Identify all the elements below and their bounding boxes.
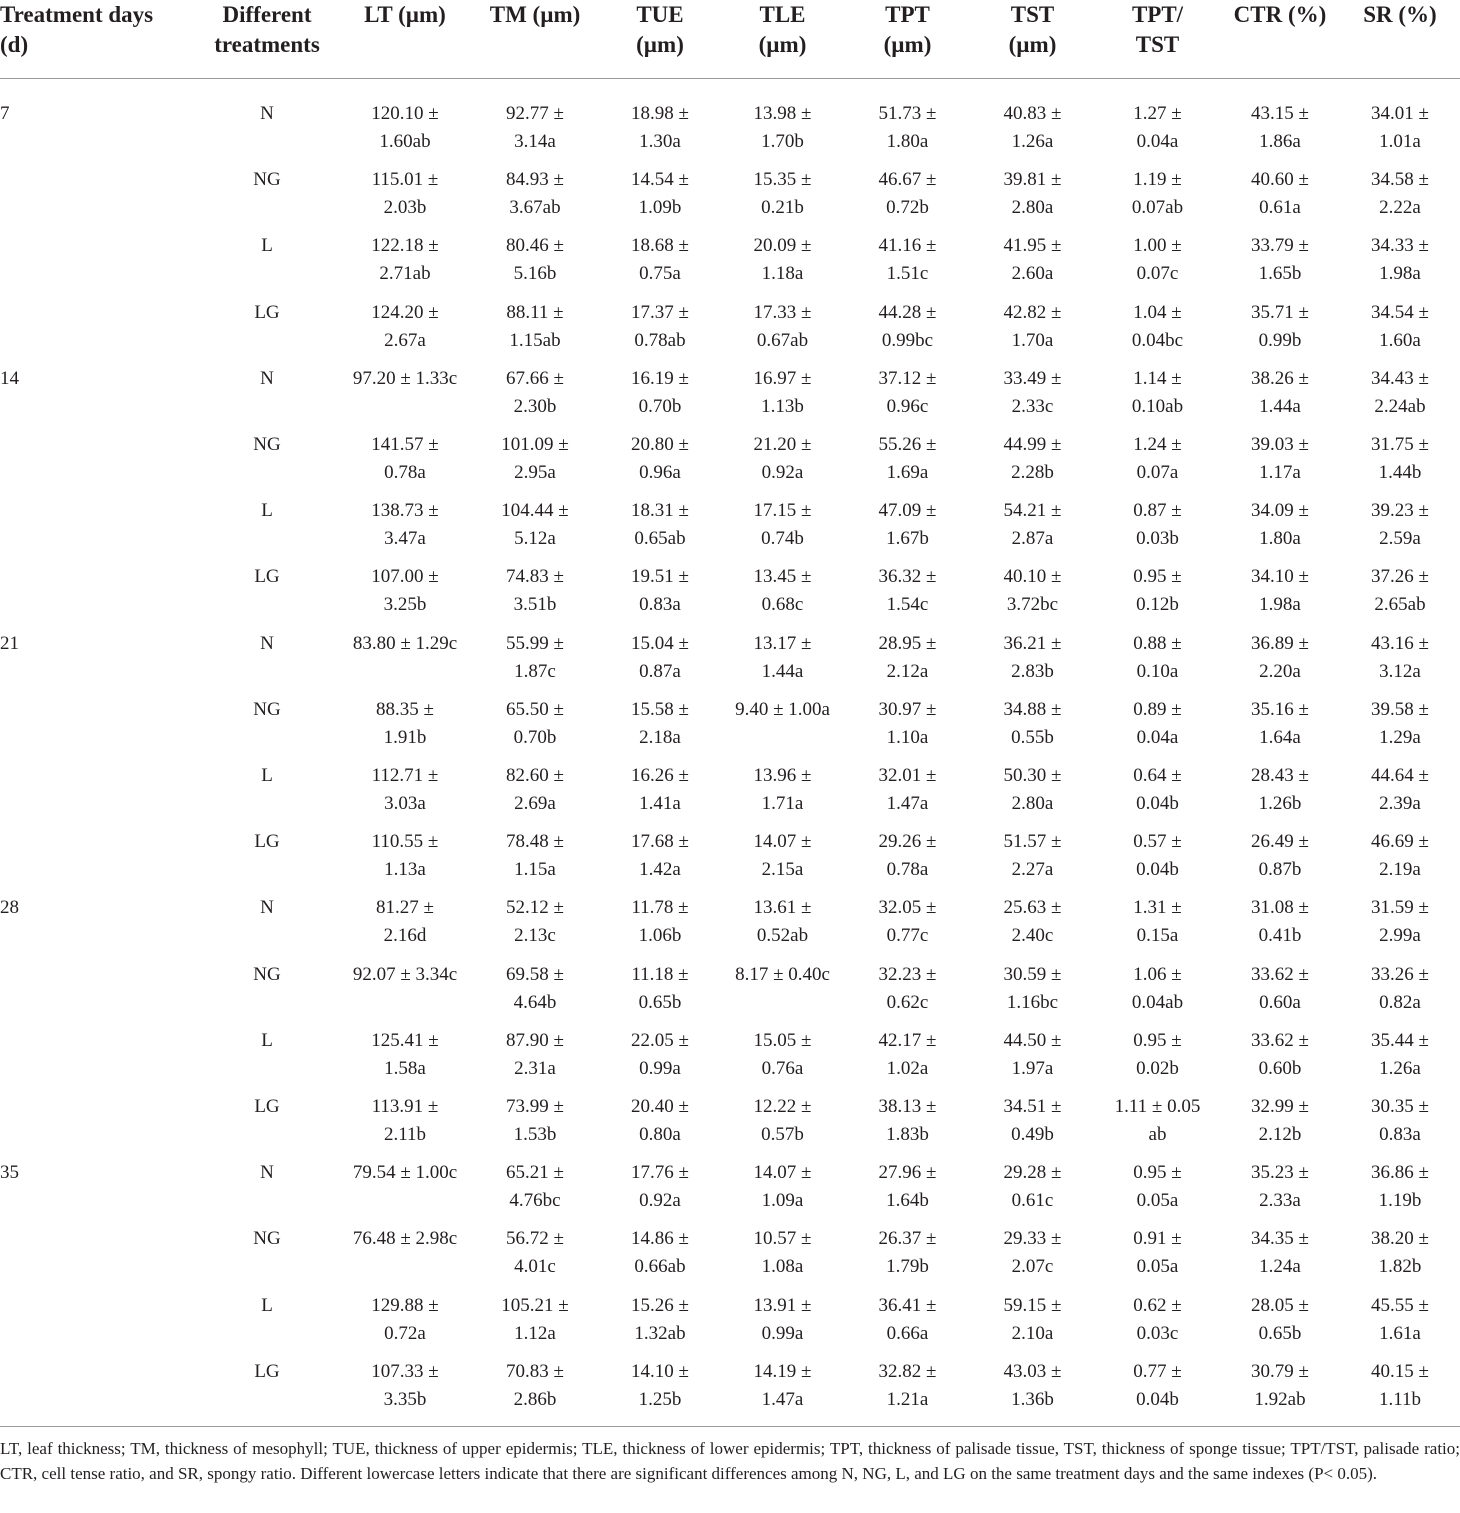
treatment-cell: NG [253, 169, 281, 191]
tst-value-cell: 30.59 ± 1.16bc [1003, 963, 1062, 1013]
table-row [0, 94, 1460, 160]
tm-value-cell: 56.72 ± 4.01c [506, 1228, 564, 1278]
tst-value-cell: 42.82 ± 1.70a [1003, 301, 1062, 351]
treatment-day-cell: 35 [0, 1162, 19, 1184]
sr-value-cell: 34.01 ± 1.01a [1371, 103, 1429, 152]
tst-value-cell: 50.30 ± 2.80a [1003, 765, 1062, 814]
sr-value-cell: 39.23 ± 2.59a [1371, 500, 1429, 550]
tpt-value-cell: 37.12 ± 0.96c [878, 367, 937, 417]
tpt-value-cell: 36.41 ± 0.66a [878, 1294, 937, 1344]
tst-value-cell: 43.03 ± 1.36b [1003, 1360, 1062, 1410]
header-sr: SR (%) [1363, 2, 1437, 27]
tle-value-cell: 13.45 ± 0.68c [753, 566, 812, 616]
tue-value-cell: 18.98 ± 1.30a [631, 103, 689, 152]
table-row [0, 888, 1460, 954]
ctr-value-cell: 26.49 ± 0.87b [1251, 831, 1309, 881]
tpt-value-cell: 36.32 ± 1.54c [878, 566, 937, 616]
treatment-cell: N [260, 1162, 274, 1184]
table-row [0, 624, 1460, 690]
tst-value-cell: 29.28 ± 0.61c [1003, 1162, 1062, 1212]
tpt-tst-value-cell: 0.95 ± 0.02b [1133, 1029, 1182, 1079]
treatment-cell: LG [254, 1360, 280, 1382]
lt-value-cell: 83.80 ± 1.29c [352, 632, 458, 654]
lt-value-cell: 122.18 ± 2.71ab [371, 235, 439, 285]
tpt-value-cell: 44.28 ± 0.99bc [878, 301, 937, 351]
tpt-tst-value-cell: 0.91 ± 0.05a [1133, 1228, 1182, 1278]
tm-value-cell: 74.83 ± 3.51b [506, 566, 564, 616]
tue-value-cell: 16.26 ± 1.41a [631, 765, 689, 814]
tue-value-cell: 15.58 ± 2.18a [631, 698, 689, 748]
treatment-cell: LG [254, 831, 280, 853]
sr-value-cell: 34.58 ± 2.22a [1371, 169, 1429, 219]
tue-value-cell: 20.40 ± 0.80a [631, 1096, 689, 1145]
tpt-tst-value-cell: 1.19 ± 0.07ab [1131, 169, 1184, 219]
sr-value-cell: 35.44 ± 1.26a [1371, 1029, 1429, 1079]
treatment-cell: L [261, 1029, 273, 1051]
lt-value-cell: 141.57 ± 0.78a [371, 434, 439, 483]
table-footnote: LT, leaf thickness; TM, thickness of mesophyll; TUE, thickness of upper epidermis; TLE, thickness of lower epidermis; TPT, thickness of palisade tissue, TST, thickness of sponge tissue; TPT/TST, palisade ratio; CTR, cell tense ratio, and SR, spongy ratio. Different lowercase letters indicate that there are significant differences among N, NG, L, and LG on the same treatment days and the same indexes (P< 0.05). [0, 1439, 1460, 1483]
ctr-value-cell: 35.71 ± 0.99b [1251, 301, 1309, 351]
ctr-value-cell: 39.03 ± 1.17a [1251, 434, 1309, 483]
tst-value-cell: 34.88 ± 0.55b [1003, 698, 1062, 748]
tm-value-cell: 69.58 ± 4.64b [506, 963, 564, 1013]
tm-value-cell: 105.21 ± 1.12a [501, 1294, 569, 1344]
tm-value-cell: 88.11 ± 1.15ab [506, 301, 564, 351]
tue-value-cell: 17.37 ± 0.78ab [631, 301, 689, 351]
tle-value-cell: 13.17 ± 1.44a [753, 632, 812, 682]
tm-value-cell: 82.60 ± 2.69a [506, 765, 564, 814]
tpt-tst-value-cell: 0.89 ± 0.04a [1133, 698, 1182, 748]
table-row [0, 491, 1460, 557]
tst-value-cell: 29.33 ± 2.07c [1003, 1228, 1062, 1278]
table-row [0, 359, 1460, 425]
treatment-cell: NG [253, 434, 281, 455]
tle-value-cell: 13.96 ± 1.71a [753, 765, 812, 814]
tpt-value-cell: 30.97 ± 1.10a [878, 698, 937, 748]
tm-value-cell: 87.90 ± 2.31a [506, 1029, 564, 1079]
treatment-day-cell: 7 [0, 103, 10, 124]
tst-value-cell: 41.95 ± 2.60a [1003, 235, 1062, 285]
lt-value-cell: 138.73 ± 3.47a [371, 500, 439, 550]
treatment-cell: N [260, 103, 274, 124]
treatment-cell: LG [254, 566, 280, 588]
tle-value-cell: 15.35 ± 0.21b [753, 169, 812, 219]
tm-value-cell: 101.09 ± 2.95a [501, 434, 569, 483]
lt-value-cell: 76.48 ± 2.98c [352, 1228, 458, 1250]
tpt-value-cell: 29.26 ± 0.78a [878, 831, 937, 881]
tst-value-cell: 51.57 ± 2.27a [1003, 831, 1062, 881]
lt-value-cell: 129.88 ± 0.72a [371, 1294, 439, 1344]
tm-value-cell: 80.46 ± 5.16b [506, 235, 564, 285]
tst-value-cell: 44.99 ± 2.28b [1003, 434, 1062, 483]
tue-value-cell: 14.10 ± 1.25b [631, 1360, 689, 1410]
header-tle: TLE (µm) [758, 2, 807, 57]
header-tpt-tst: TPT/ TST [1131, 2, 1184, 57]
ctr-value-cell: 30.79 ± 1.92ab [1251, 1360, 1309, 1410]
tle-value-cell: 13.98 ± 1.70b [753, 103, 812, 152]
tpt-tst-value-cell: 0.95 ± 0.12b [1133, 566, 1182, 616]
tm-value-cell: 73.99 ± 1.53b [506, 1096, 564, 1145]
table-row [0, 955, 1460, 1021]
tst-value-cell: 39.81 ± 2.80a [1003, 169, 1062, 219]
treatment-day-cell: 14 [0, 367, 19, 389]
tm-value-cell: 92.77 ± 3.14a [506, 103, 564, 152]
ctr-value-cell: 31.08 ± 0.41b [1251, 897, 1309, 947]
tle-value-cell: 16.97 ± 1.13b [753, 367, 812, 417]
tpt-value-cell: 32.01 ± 1.47a [878, 765, 937, 814]
tpt-value-cell: 27.96 ± 1.64b [878, 1162, 937, 1212]
treatment-cell: N [260, 632, 274, 654]
tle-value-cell: 20.09 ± 1.18a [753, 235, 812, 285]
table-row [0, 822, 1460, 888]
tst-value-cell: 34.51 ± 0.49b [1003, 1096, 1062, 1145]
tue-value-cell: 15.26 ± 1.32ab [631, 1294, 689, 1344]
lt-value-cell: 92.07 ± 3.34c [352, 963, 458, 985]
tm-value-cell: 78.48 ± 1.15a [506, 831, 564, 881]
ctr-value-cell: 28.05 ± 0.65b [1251, 1294, 1309, 1344]
ctr-value-cell: 40.60 ± 0.61a [1251, 169, 1309, 219]
tle-value-cell: 13.61 ± 0.52ab [753, 897, 812, 947]
sr-value-cell: 38.20 ± 1.82b [1371, 1228, 1429, 1278]
sr-value-cell: 34.54 ± 1.60a [1371, 301, 1429, 351]
ctr-value-cell: 34.35 ± 1.24a [1251, 1228, 1309, 1278]
tue-value-cell: 20.80 ± 0.96a [631, 434, 689, 483]
tpt-tst-value-cell: 0.62 ± 0.03c [1133, 1294, 1182, 1344]
ctr-value-cell: 28.43 ± 1.26b [1251, 765, 1309, 814]
table-row [0, 557, 1460, 623]
treatment-cell: N [260, 367, 274, 389]
header-tst: TST (µm) [1008, 2, 1057, 57]
tue-value-cell: 11.78 ± 1.06b [631, 897, 689, 947]
tle-value-cell: 8.17 ± 0.40c [735, 963, 830, 985]
tue-value-cell: 17.68 ± 1.42a [631, 831, 689, 881]
ctr-value-cell: 33.62 ± 0.60b [1251, 1029, 1309, 1079]
tm-value-cell: 65.21 ± 4.76bc [506, 1162, 564, 1212]
tue-value-cell: 17.76 ± 0.92a [631, 1162, 689, 1212]
sr-value-cell: 46.69 ± 2.19a [1371, 831, 1429, 881]
tue-value-cell: 16.19 ± 0.70b [631, 367, 689, 417]
tle-value-cell: 15.05 ± 0.76a [753, 1029, 812, 1079]
lt-value-cell: 79.54 ± 1.00c [352, 1162, 458, 1184]
ctr-value-cell: 43.15 ± 1.86a [1251, 103, 1309, 152]
tpt-tst-value-cell: 1.27 ± 0.04a [1133, 103, 1182, 152]
lt-value-cell: 97.20 ± 1.33c [352, 367, 458, 389]
tue-value-cell: 18.68 ± 0.75a [631, 235, 689, 285]
treatment-cell: L [261, 765, 273, 786]
lt-value-cell: 107.00 ± 3.25b [371, 566, 439, 616]
lt-value-cell: 88.35 ± 1.91b [376, 698, 434, 748]
treatment-cell: L [261, 235, 273, 257]
treatment-cell: L [261, 500, 273, 522]
sr-value-cell: 31.75 ± 1.44b [1371, 434, 1429, 483]
tst-value-cell: 33.49 ± 2.33c [1003, 367, 1062, 417]
ctr-value-cell: 33.62 ± 0.60a [1251, 963, 1309, 1013]
tpt-tst-value-cell: 1.24 ± 0.07a [1133, 434, 1182, 483]
sr-value-cell: 30.35 ± 0.83a [1371, 1096, 1429, 1145]
tpt-value-cell: 32.05 ± 0.77c [878, 897, 937, 947]
tpt-value-cell: 26.37 ± 1.79b [878, 1228, 937, 1278]
tst-value-cell: 40.10 ± 3.72bc [1003, 566, 1062, 616]
treatment-cell: L [261, 1294, 273, 1316]
table-row [0, 756, 1460, 822]
ctr-value-cell: 33.79 ± 1.65b [1251, 235, 1309, 285]
tm-value-cell: 67.66 ± 2.30b [506, 367, 564, 417]
tst-value-cell: 59.15 ± 2.10a [1003, 1294, 1062, 1344]
tpt-tst-value-cell: 0.57 ± 0.04b [1133, 831, 1182, 881]
tpt-tst-value-cell: 0.88 ± 0.10a [1133, 632, 1182, 682]
tst-value-cell: 36.21 ± 2.83b [1003, 632, 1062, 682]
tpt-value-cell: 28.95 ± 2.12a [878, 632, 937, 682]
tpt-tst-value-cell: 0.87 ± 0.03b [1133, 500, 1182, 550]
sr-value-cell: 36.86 ± 1.19b [1371, 1162, 1429, 1212]
tm-value-cell: 70.83 ± 2.86b [506, 1360, 564, 1410]
sr-value-cell: 34.43 ± 2.24ab [1371, 367, 1429, 417]
tle-value-cell: 17.15 ± 0.74b [753, 500, 812, 550]
tpt-tst-value-cell: 0.77 ± 0.04b [1133, 1360, 1182, 1410]
treatment-cell: NG [253, 963, 281, 985]
ctr-value-cell: 32.99 ± 2.12b [1251, 1096, 1309, 1145]
lt-value-cell: 81.27 ± 2.16d [376, 897, 434, 947]
ctr-value-cell: 34.09 ± 1.80a [1251, 500, 1309, 550]
table-row [0, 1219, 1460, 1285]
ctr-value-cell: 35.23 ± 2.33a [1251, 1162, 1309, 1212]
header-different-treatments: Different treatments [214, 2, 320, 57]
lt-value-cell: 112.71 ± 3.03a [371, 765, 439, 814]
tle-value-cell: 14.19 ± 1.47a [753, 1360, 812, 1410]
tpt-value-cell: 41.16 ± 1.51c [878, 235, 937, 285]
treatment-day-cell: 28 [0, 897, 19, 919]
tpt-tst-value-cell: 1.04 ± 0.04bc [1131, 301, 1184, 351]
ctr-value-cell: 38.26 ± 1.44a [1251, 367, 1309, 417]
sr-value-cell: 33.26 ± 0.82a [1371, 963, 1429, 1013]
table-bottom-rule [0, 1426, 1460, 1427]
ctr-value-cell: 36.89 ± 2.20a [1251, 632, 1309, 682]
tue-value-cell: 19.51 ± 0.83a [631, 566, 689, 616]
table-row [0, 160, 1460, 226]
tpt-value-cell: 32.82 ± 1.21a [878, 1360, 937, 1410]
tpt-value-cell: 47.09 ± 1.67b [878, 500, 937, 550]
table-header [0, 0, 1460, 79]
tst-value-cell: 40.83 ± 1.26a [1003, 103, 1062, 152]
tle-value-cell: 10.57 ± 1.08a [753, 1228, 812, 1278]
lt-value-cell: 125.41 ± 1.58a [371, 1029, 439, 1079]
tpt-value-cell: 51.73 ± 1.80a [878, 103, 937, 152]
tpt-tst-value-cell: 1.06 ± 0.04ab [1131, 963, 1184, 1013]
table-row [0, 1286, 1460, 1352]
lt-value-cell: 124.20 ± 2.67a [371, 301, 439, 351]
header-ctr: CTR (%) [1233, 2, 1327, 27]
tpt-value-cell: 55.26 ± 1.69a [878, 434, 937, 483]
tpt-value-cell: 42.17 ± 1.02a [878, 1029, 937, 1079]
tpt-tst-value-cell: 1.14 ± 0.10ab [1131, 367, 1184, 417]
tst-value-cell: 25.63 ± 2.40c [1003, 897, 1062, 947]
lt-value-cell: 107.33 ± 3.35b [371, 1360, 439, 1410]
table-row [0, 1352, 1460, 1418]
ctr-value-cell: 35.16 ± 1.64a [1251, 698, 1309, 748]
treatment-cell: NG [253, 1228, 281, 1250]
tue-value-cell: 18.31 ± 0.65ab [631, 500, 689, 550]
table-row [0, 1087, 1460, 1153]
header-tpt: TPT (µm) [883, 2, 932, 57]
tpt-tst-value-cell: 1.11 ± 0.05 ab [1114, 1096, 1201, 1145]
tm-value-cell: 65.50 ± 0.70b [506, 698, 564, 748]
sr-value-cell: 45.55 ± 1.61a [1371, 1294, 1429, 1344]
tm-value-cell: 104.44 ± 5.12a [501, 500, 569, 550]
lt-value-cell: 120.10 ± 1.60ab [371, 103, 439, 152]
treatment-cell: N [260, 897, 274, 919]
tue-value-cell: 14.86 ± 0.66ab [631, 1228, 689, 1278]
table-row [0, 690, 1460, 756]
tue-value-cell: 15.04 ± 0.87a [631, 632, 689, 682]
treatment-cell: LG [254, 301, 280, 323]
tm-value-cell: 52.12 ± 2.13c [506, 897, 564, 947]
tst-value-cell: 44.50 ± 1.97a [1003, 1029, 1062, 1079]
header-treatment-days: Treatment days (d) [0, 2, 154, 57]
sr-value-cell: 44.64 ± 2.39a [1371, 765, 1429, 814]
tle-value-cell: 13.91 ± 0.99a [753, 1294, 812, 1344]
tle-value-cell: 17.33 ± 0.67ab [753, 301, 812, 351]
tle-value-cell: 14.07 ± 1.09a [753, 1162, 812, 1212]
tpt-tst-value-cell: 1.00 ± 0.07c [1133, 235, 1182, 285]
tle-value-cell: 12.22 ± 0.57b [753, 1096, 812, 1145]
sr-value-cell: 39.58 ± 1.29a [1371, 698, 1429, 748]
tm-value-cell: 55.99 ± 1.87c [506, 632, 564, 682]
tpt-value-cell: 32.23 ± 0.62c [878, 963, 937, 1013]
lt-value-cell: 110.55 ± 1.13a [371, 831, 439, 881]
header-lt: LT (µm) [364, 2, 446, 27]
tpt-tst-value-cell: 1.31 ± 0.15a [1133, 897, 1182, 947]
sr-value-cell: 40.15 ± 1.11b [1371, 1360, 1429, 1410]
tm-value-cell: 84.93 ± 3.67ab [506, 169, 564, 219]
tst-value-cell: 54.21 ± 2.87a [1003, 500, 1062, 550]
tle-value-cell: 9.40 ± 1.00a [735, 698, 830, 720]
tue-value-cell: 22.05 ± 0.99a [631, 1029, 689, 1079]
sr-value-cell: 31.59 ± 2.99a [1371, 897, 1429, 947]
tue-value-cell: 14.54 ± 1.09b [631, 169, 689, 219]
lt-value-cell: 113.91 ± 2.11b [371, 1096, 439, 1145]
sr-value-cell: 43.16 ± 3.12a [1371, 632, 1429, 682]
tle-value-cell: 21.20 ± 0.92a [753, 434, 812, 483]
header-tue: TUE (µm) [636, 2, 684, 57]
tue-value-cell: 11.18 ± 0.65b [631, 963, 689, 1013]
treatment-cell: NG [253, 698, 281, 720]
lt-value-cell: 115.01 ± 2.03b [371, 169, 439, 219]
header-tm: TM (µm) [489, 2, 581, 27]
treatment-cell: LG [254, 1096, 280, 1117]
treatment-day-cell: 21 [0, 632, 19, 654]
table-row [0, 226, 1460, 292]
tle-value-cell: 14.07 ± 2.15a [753, 831, 812, 881]
tpt-value-cell: 46.67 ± 0.72b [878, 169, 937, 219]
ctr-value-cell: 34.10 ± 1.98a [1251, 566, 1309, 616]
tpt-value-cell: 38.13 ± 1.83b [878, 1096, 937, 1145]
sr-value-cell: 34.33 ± 1.98a [1371, 235, 1429, 285]
table-row [0, 425, 1460, 491]
sr-value-cell: 37.26 ± 2.65ab [1371, 566, 1429, 616]
table-row [0, 1021, 1460, 1087]
tpt-tst-value-cell: 0.95 ± 0.05a [1133, 1162, 1182, 1212]
table-row [0, 1153, 1460, 1219]
tpt-tst-value-cell: 0.64 ± 0.04b [1133, 765, 1182, 814]
table-row [0, 293, 1460, 359]
